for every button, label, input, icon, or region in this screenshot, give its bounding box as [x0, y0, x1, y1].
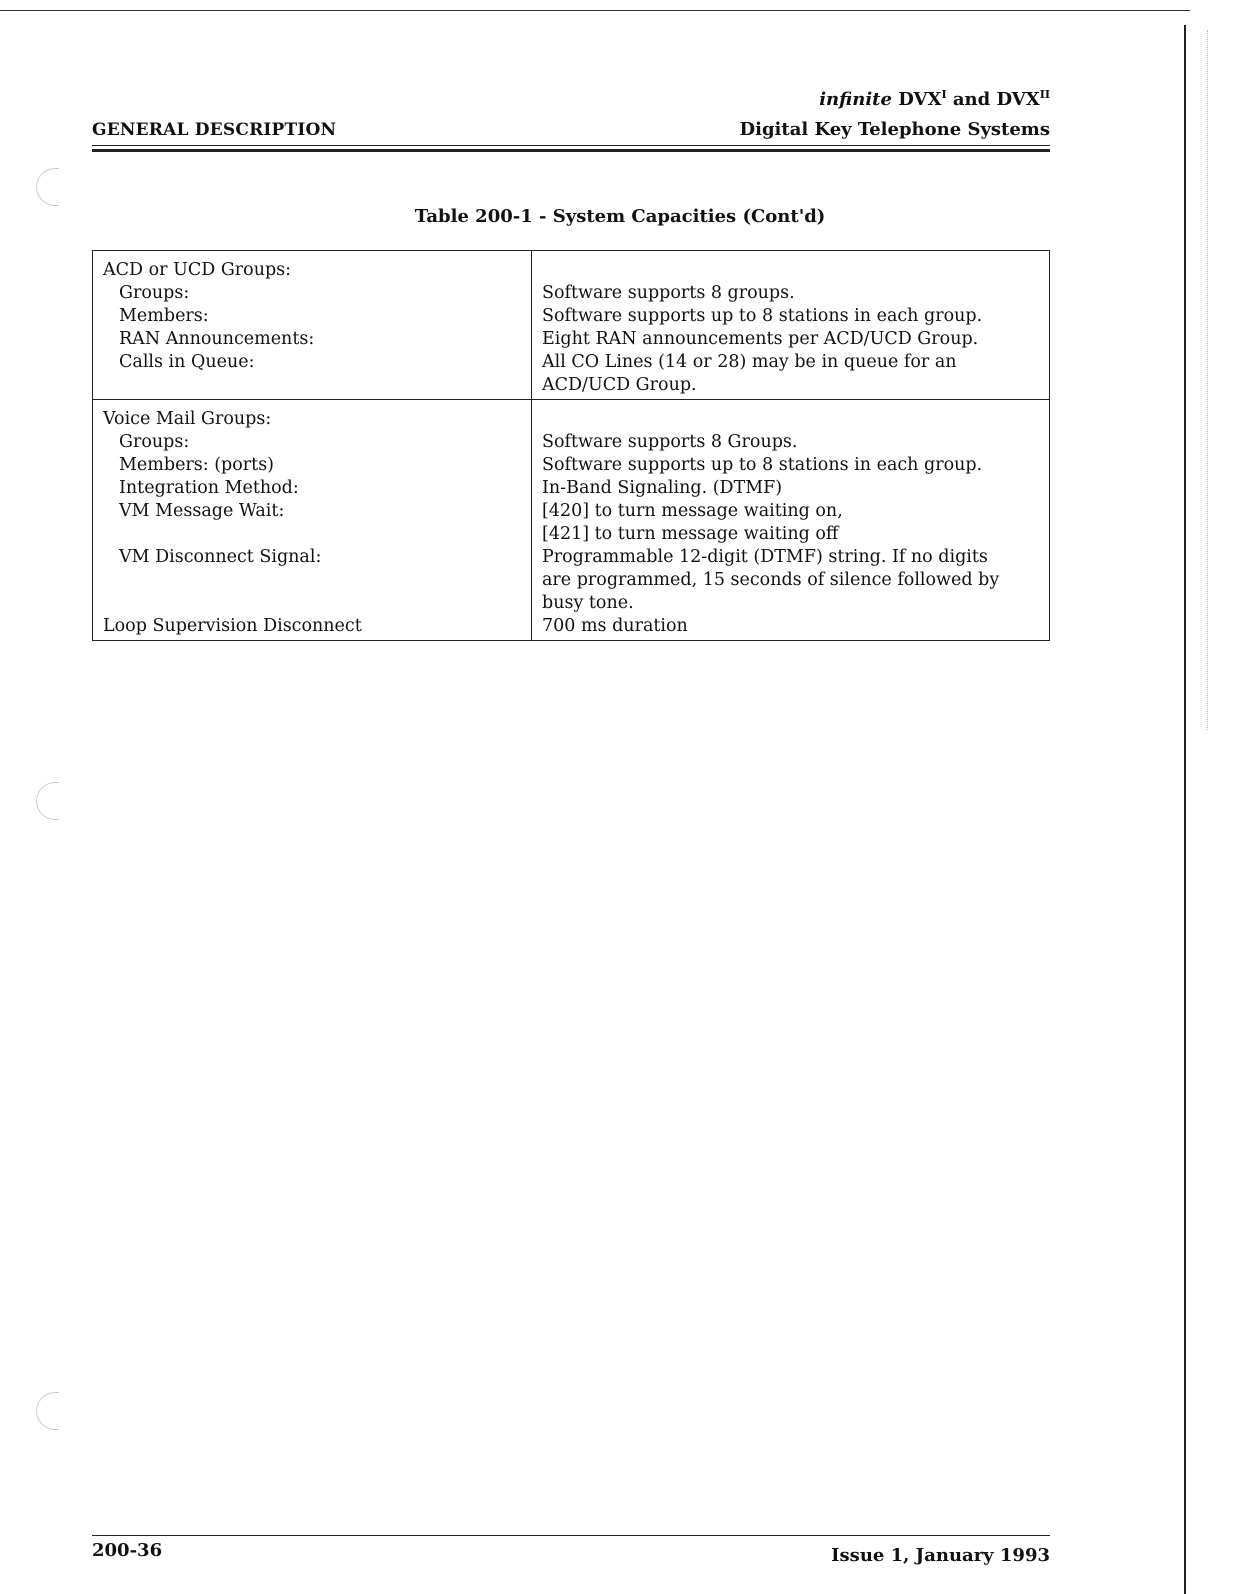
binder-hole	[36, 782, 59, 820]
label-cell	[93, 251, 532, 400]
row-label: RAN Announcements:	[119, 329, 315, 349]
value-cell	[532, 251, 1050, 400]
page-number: 200-36	[92, 1540, 163, 1561]
row-value: [421] to turn message waiting off	[542, 524, 839, 544]
table-row	[93, 400, 1050, 641]
row-value: ACD/UCD Group.	[542, 375, 697, 395]
row-value: Programmable 12-digit (DTMF) string. If no digits	[542, 547, 988, 567]
spacer	[542, 408, 1039, 431]
capacities-table	[92, 250, 1050, 641]
row-label: Calls in Queue:	[119, 352, 255, 372]
page-top-rule	[0, 10, 1190, 11]
row-value: Eight RAN announcements per ACD/UCD Group.	[542, 329, 979, 349]
row-value: Software supports 8 Groups.	[542, 432, 798, 452]
footer-rule	[92, 1535, 1050, 1536]
row-label: VM Disconnect Signal:	[119, 547, 322, 567]
row-value: [420] to turn message waiting on,	[542, 501, 843, 521]
table-caption: Table 200-1 - System Capacities (Cont'd)	[414, 206, 826, 227]
label-cell	[93, 400, 532, 641]
issue-date: Issue 1, January 1993	[831, 1545, 1050, 1566]
row-label: Members: (ports)	[119, 455, 275, 475]
row-value: Software supports up to 8 stations in each group.	[542, 306, 983, 326]
table-row	[93, 251, 1050, 400]
product-sup-two: II	[1039, 88, 1050, 101]
spacer	[103, 569, 521, 592]
binder-hole	[36, 168, 59, 206]
product-and: and DVX	[952, 89, 1040, 110]
spacer	[103, 592, 521, 615]
section-title: GENERAL DESCRIPTION	[92, 120, 337, 140]
row-label: Integration Method:	[119, 478, 299, 498]
spacer	[542, 259, 1039, 282]
row-value: are programmed, 15 seconds of silence followed by	[542, 570, 1000, 590]
product-subtitle: Digital Key Telephone Systems	[739, 119, 1050, 140]
group-heading: Voice Mail Groups:	[103, 409, 272, 429]
row-label: Members:	[119, 306, 209, 326]
row-value: All CO Lines (14 or 28) may be in queue for an	[542, 352, 957, 372]
brand-name: infinite	[819, 89, 892, 110]
page-edge-line	[1184, 25, 1186, 1594]
header-rule	[92, 145, 1050, 146]
row-value: In-Band Signaling. (DTMF)	[542, 478, 783, 498]
group-heading: ACD or UCD Groups:	[103, 260, 292, 280]
row-label: Groups:	[119, 283, 190, 303]
product-title	[819, 88, 1050, 110]
row-value: busy tone.	[542, 593, 634, 613]
spacer	[103, 523, 521, 546]
row-value: 700 ms duration	[542, 616, 688, 636]
header-rule-thick	[92, 149, 1050, 152]
scan-marks	[1207, 30, 1208, 730]
binder-hole	[36, 1392, 59, 1430]
row-value: Software supports up to 8 stations in each group.	[542, 455, 983, 475]
row-label: Loop Supervision Disconnect	[103, 616, 362, 636]
row-label: Groups:	[119, 432, 190, 452]
row-label: VM Message Wait:	[119, 501, 285, 521]
row-value: Software supports 8 groups.	[542, 283, 795, 303]
product-sup-one: I	[941, 88, 947, 101]
value-cell	[532, 400, 1050, 641]
product-line: DVX	[898, 89, 942, 110]
